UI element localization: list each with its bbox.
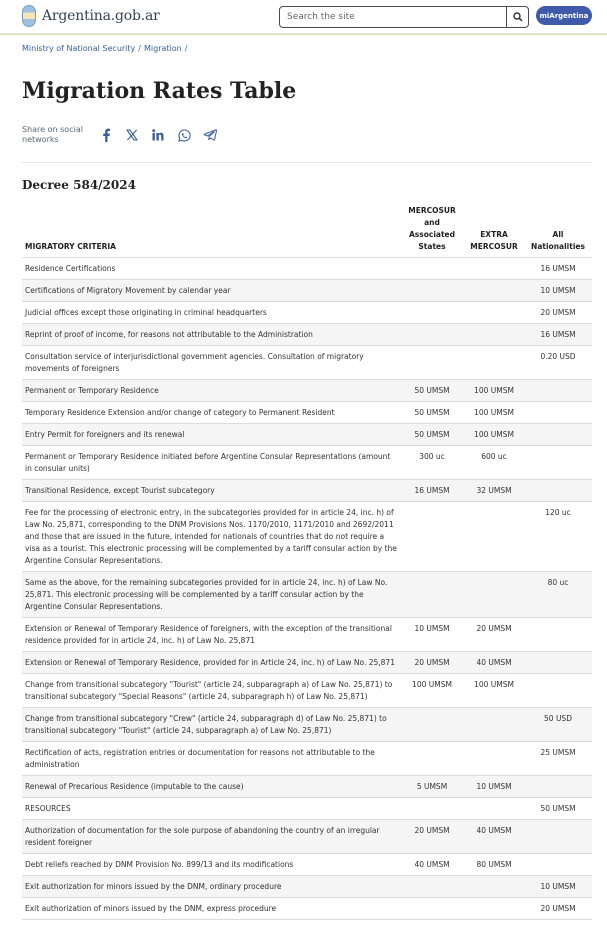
site-logo[interactable]: [22, 4, 160, 28]
mercosur-cell: [400, 346, 464, 380]
table-row: [22, 380, 592, 402]
breadcrumb-separator: /: [138, 44, 141, 53]
whatsapp-icon[interactable]: [176, 127, 192, 143]
table-row: [22, 280, 592, 302]
table-row: [22, 302, 592, 324]
site-header: [0, 0, 607, 34]
facebook-icon[interactable]: [98, 127, 114, 143]
table-body: [22, 258, 592, 920]
all-nationalities-cell: 10 UMSM: [524, 280, 592, 302]
decree-heading: Decree 584/2024: [22, 178, 136, 192]
all-nationalities-cell: [524, 480, 592, 502]
mercosur-cell: [400, 742, 464, 776]
all-nationalities-cell: 120 uc: [524, 502, 592, 572]
extra-mercosur-cell: 100 UMSM: [464, 402, 524, 424]
criteria-cell: Change from transitional subcategory "Tourist" (article 24, subparagraph a) of Law No. 25,871) to transitional subcategory "Special Reasons" (article 24, subparagraph h) of Law No. 25,871): [22, 674, 400, 708]
mercosur-cell: [400, 708, 464, 742]
mercosur-cell: [400, 502, 464, 572]
mercosur-cell: 20 UMSM: [400, 820, 464, 854]
criteria-cell: Judicial offices except those originating in criminal headquarters: [22, 302, 400, 324]
criteria-cell: Permanent or Temporary Residence: [22, 380, 400, 402]
criteria-cell: Exit authorization of minors issued by the DNM, express procedure: [22, 898, 400, 920]
site-name: Argentina.gob.ar: [42, 8, 160, 24]
criteria-cell: Extension or Renewal of Temporary Residence of foreigners, with the exception of the transitional residence provided for in article 24, inc. h) of Law No. 25,871: [22, 618, 400, 652]
criteria-cell: Temporary Residence Extension and/or change of category to Permanent Resident: [22, 402, 400, 424]
table-row: [22, 776, 592, 798]
table-row: [22, 674, 592, 708]
extra-mercosur-cell: 10 UMSM: [464, 776, 524, 798]
mercosur-cell: [400, 572, 464, 618]
table-row: [22, 346, 592, 380]
mercosur-cell: 40 UMSM: [400, 854, 464, 876]
table-row: [22, 402, 592, 424]
page-title: Migration Rates Table: [22, 78, 297, 104]
table-row: [22, 820, 592, 854]
extra-mercosur-cell: [464, 324, 524, 346]
all-nationalities-cell: 50 USD: [524, 708, 592, 742]
header-all-nationalities: All Nationalities: [524, 203, 592, 258]
section-divider: [22, 162, 592, 163]
header-accent-line: [0, 34, 607, 35]
mercosur-cell: 50 UMSM: [400, 402, 464, 424]
mercosur-cell: 50 UMSM: [400, 380, 464, 402]
telegram-icon[interactable]: [202, 127, 218, 143]
extra-mercosur-cell: [464, 876, 524, 898]
all-nationalities-cell: 25 UMSM: [524, 742, 592, 776]
all-nationalities-cell: [524, 618, 592, 652]
all-nationalities-cell: [524, 424, 592, 446]
table-row: [22, 324, 592, 346]
mercosur-cell: [400, 280, 464, 302]
table-row: [22, 258, 592, 280]
breadcrumb-separator: /: [184, 44, 188, 53]
all-nationalities-cell: [524, 674, 592, 708]
criteria-cell: Certifications of Migratory Movement by calendar year: [22, 280, 400, 302]
extra-mercosur-cell: [464, 502, 524, 572]
all-nationalities-cell: 20 UMSM: [524, 898, 592, 920]
extra-mercosur-cell: 100 UMSM: [464, 380, 524, 402]
mercosur-cell: 5 UMSM: [400, 776, 464, 798]
mercosur-cell: [400, 302, 464, 324]
criteria-cell: Change from transitional subcategory "Crew" (article 24, subparagraph d) of Law No. 25,871) to transitional subcategory "Tourist" (article 24, subparagraph a) of Law No. 25,871): [22, 708, 400, 742]
all-nationalities-cell: 16 UMSM: [524, 258, 592, 280]
header-mercosur: MERCOSUR and Associated States: [400, 203, 464, 258]
all-nationalities-cell: 0.20 USD: [524, 346, 592, 380]
table-row: [22, 854, 592, 876]
criteria-cell: Consultation service of interjurisdictional government agencies. Consultation of migratory movements of foreigners: [22, 346, 400, 380]
table-row: [22, 572, 592, 618]
table-row: [22, 798, 592, 820]
all-nationalities-cell: 80 uc: [524, 572, 592, 618]
miargentina-button[interactable]: miArgentina: [536, 6, 592, 25]
all-nationalities-cell: [524, 854, 592, 876]
criteria-cell: Entry Permit for foreigners and its renewal: [22, 424, 400, 446]
mercosur-cell: 50 UMSM: [400, 424, 464, 446]
breadcrumb: [22, 44, 190, 53]
all-nationalities-cell: 16 UMSM: [524, 324, 592, 346]
extra-mercosur-cell: 80 UMSM: [464, 854, 524, 876]
criteria-cell: Debt reliefs reached by DNM Provision No. 899/13 and its modifications: [22, 854, 400, 876]
extra-mercosur-cell: 40 UMSM: [464, 652, 524, 674]
table-row: [22, 446, 592, 480]
table-row: [22, 898, 592, 920]
table-row: [22, 652, 592, 674]
mercosur-cell: 100 UMSM: [400, 674, 464, 708]
criteria-cell: Rectification of acts, registration entries or documentation for reasons not attributable to the administration: [22, 742, 400, 776]
mercosur-cell: [400, 876, 464, 898]
all-nationalities-cell: [524, 776, 592, 798]
extra-mercosur-cell: [464, 302, 524, 324]
extra-mercosur-cell: [464, 346, 524, 380]
extra-mercosur-cell: 40 UMSM: [464, 820, 524, 854]
extra-mercosur-cell: 32 UMSM: [464, 480, 524, 502]
table-header: [22, 203, 592, 258]
mercosur-cell: 300 uc: [400, 446, 464, 480]
extra-mercosur-cell: [464, 280, 524, 302]
extra-mercosur-cell: 20 UMSM: [464, 618, 524, 652]
share-icons: [98, 127, 218, 143]
criteria-cell: Renewal of Precarious Residence (imputable to the cause): [22, 776, 400, 798]
share-label: Share on social networks: [22, 125, 83, 144]
criteria-cell: Extension or Renewal of Temporary Residence, provided for in Article 24, inc. h) of Law No. 25,871: [22, 652, 400, 674]
table-row: [22, 480, 592, 502]
all-nationalities-cell: [524, 402, 592, 424]
breadcrumb-ministry[interactable]: Ministry of National Security: [22, 44, 136, 53]
extra-mercosur-cell: [464, 898, 524, 920]
table-row: [22, 876, 592, 898]
extra-mercosur-cell: [464, 742, 524, 776]
table-row: [22, 742, 592, 776]
search-input[interactable]: [279, 6, 507, 28]
all-nationalities-cell: [524, 380, 592, 402]
extra-mercosur-cell: 100 UMSM: [464, 674, 524, 708]
criteria-cell: Exit authorization for minors issued by the DNM, ordinary procedure: [22, 876, 400, 898]
coat-of-arms-icon: [22, 5, 36, 27]
search-icon: [513, 12, 523, 22]
extra-mercosur-cell: 100 UMSM: [464, 424, 524, 446]
table-row: [22, 502, 592, 572]
mercosur-cell: [400, 898, 464, 920]
share-bar: [22, 125, 218, 145]
all-nationalities-cell: [524, 446, 592, 480]
criteria-cell: RESOURCES: [22, 798, 400, 820]
criteria-cell: Reprint of proof of income, for reasons not attributable to the Administration: [22, 324, 400, 346]
extra-mercosur-cell: [464, 572, 524, 618]
criteria-cell: Same as the above, for the remaining subcategories provided for in article 24, inc. h) of Law No. 25,871. This electronic processing will be complemented by a tariff consular action by the Argentine Consular Representations.: [22, 572, 400, 618]
extra-mercosur-cell: [464, 708, 524, 742]
mercosur-cell: 10 UMSM: [400, 618, 464, 652]
all-nationalities-cell: 20 UMSM: [524, 302, 592, 324]
table-row: [22, 708, 592, 742]
header-extra-mercosur: EXTRA MERCOSUR: [464, 203, 524, 258]
extra-mercosur-cell: [464, 798, 524, 820]
table-row: [22, 424, 592, 446]
migration-rates-table: [22, 203, 592, 920]
criteria-cell: Fee for the processing of electronic entry, in the subcategories provided for in article 24, inc. h) of Law No. 25,871, corresponding to the DNM Provisions Nos. 1170/2010, 1171/2010 and 2692/2011 and those that are issued in the future, intended for nationals of countries that do not require a visa as a tourist. This electronic processing will be complemented by a tariff consular action by the Argentine Consular Representations.: [22, 502, 400, 572]
mercosur-cell: 16 UMSM: [400, 480, 464, 502]
criteria-cell: Transitional Residence, except Tourist subcategory: [22, 480, 400, 502]
all-nationalities-cell: [524, 820, 592, 854]
extra-mercosur-cell: 600 uc: [464, 446, 524, 480]
extra-mercosur-cell: [464, 258, 524, 280]
all-nationalities-cell: 50 UMSM: [524, 798, 592, 820]
mercosur-cell: [400, 324, 464, 346]
header-migratory-criteria: MIGRATORY CRITERIA: [22, 203, 400, 258]
all-nationalities-cell: [524, 652, 592, 674]
table-header-row: [22, 203, 592, 258]
mercosur-cell: [400, 258, 464, 280]
x-icon[interactable]: [124, 127, 140, 143]
table-row: [22, 618, 592, 652]
search-button[interactable]: [507, 6, 529, 28]
mercosur-cell: 20 UMSM: [400, 652, 464, 674]
breadcrumb-migration[interactable]: Migration: [143, 44, 182, 53]
criteria-cell: Authorization of documentation for the sole purpose of abandoning the country of an irregular resident foreigner: [22, 820, 400, 854]
criteria-cell: Residence Certifications: [22, 258, 400, 280]
linkedin-icon[interactable]: [150, 127, 166, 143]
mercosur-cell: [400, 798, 464, 820]
search-bar: [279, 6, 529, 28]
all-nationalities-cell: 10 UMSM: [524, 876, 592, 898]
criteria-cell: Permanent or Temporary Residence initiated before Argentine Consular Representations (amount in consular units): [22, 446, 400, 480]
